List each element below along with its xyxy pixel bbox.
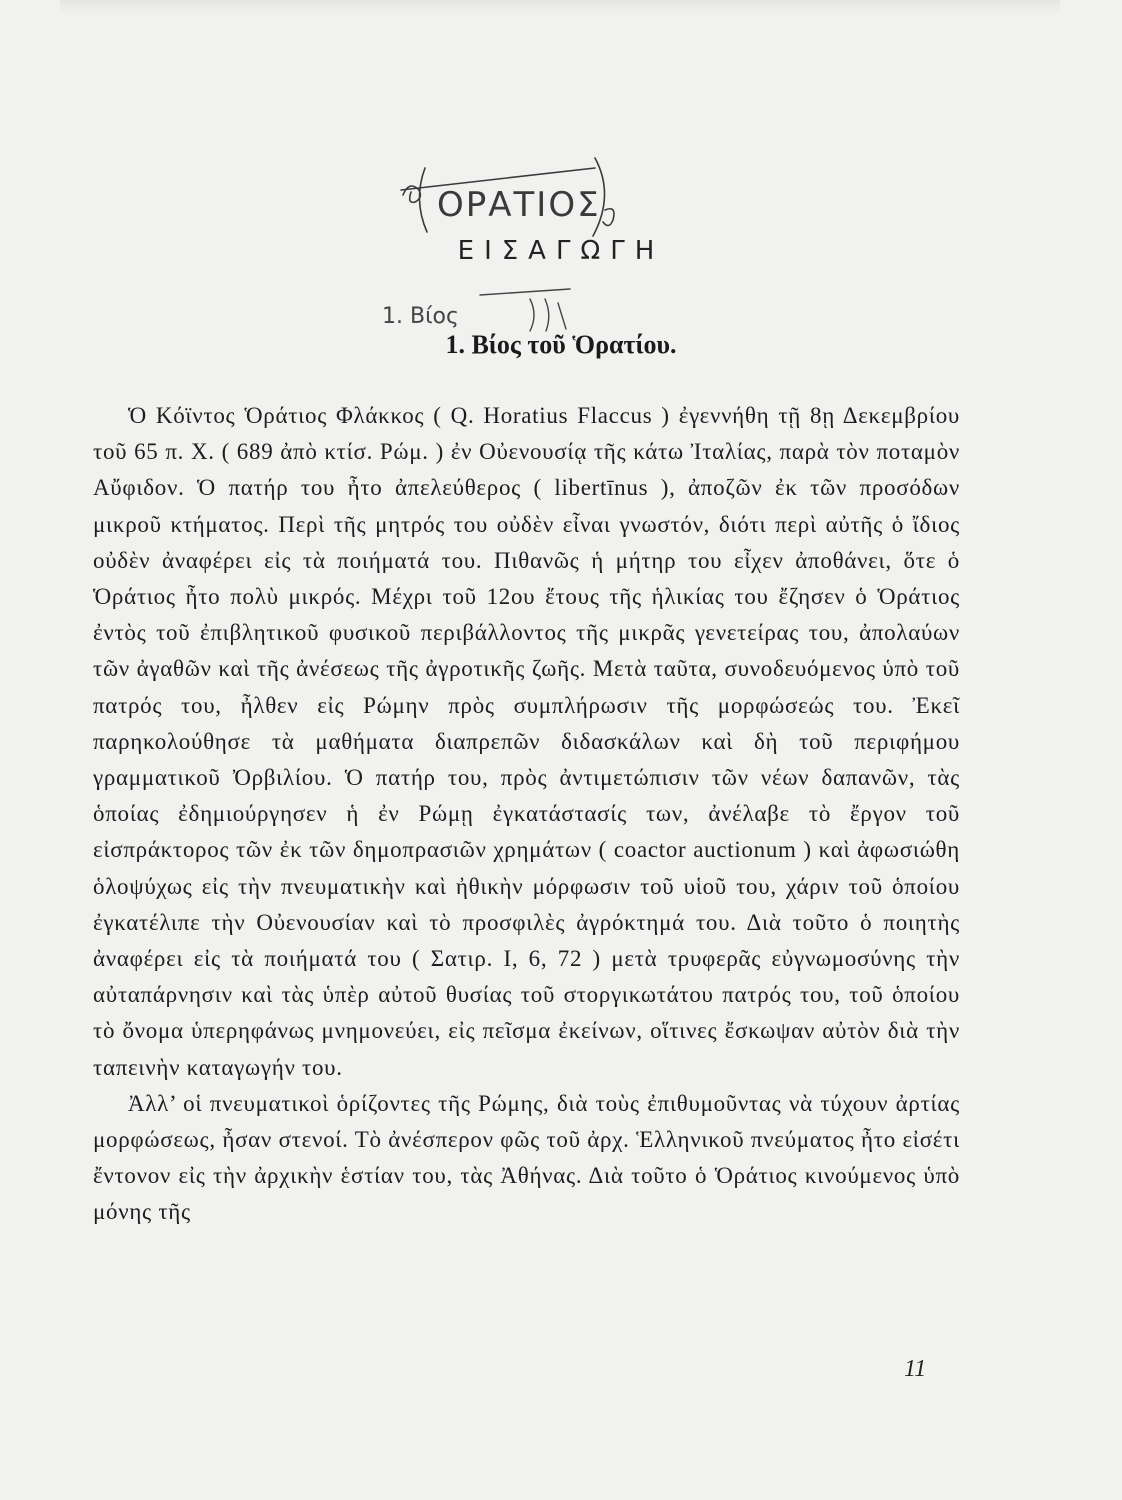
handwritten-name: ΟΡΑΤΙΟΣ [437,185,601,225]
scan-shadow [60,0,1060,14]
handwritten-subnote: 1. Βίος [382,304,459,329]
page-heading: ΕΙΣΑΓΩΓΗ [457,236,665,266]
paragraph: Ὁ Κόϊντος Ὁράτιος Φλάκκος ( Q. Horatius Flaccus ) ἐγεννήθη τῇ 8ῃ Δεκεμβρίου τοῦ 65 π. Χ. ( 689 ἀπὸ κτίσ. Ρώμ. ) ἐν Οὐενουσίᾳ τῆς κάτω Ἰταλίας, παρὰ τὸν ποταμὸν Αὔφιδον. Ὁ πατήρ του ἦτο ἀπελεύθερος ( libertīnus ), ἀποζῶν ἐκ τῶν προσόδων μικροῦ κτήματος. Περὶ τῆς μητρός του οὐδὲν εἶναι γνωστόν, διότι περὶ αὐτῆς ὁ ἴδιος οὐδὲν ἀναφέρει εἰς τὰ ποιήματά του. Πιθανῶς ἡ μήτηρ του εἶχεν ἀποθάνει, ὅτε ὁ Ὁράτιος ἦτο πολὺ μικρός. Μέχρι τοῦ 12ου ἔτους τῆς ἡλικίας του ἔζησεν ὁ Ὁράτιος ἐντὸς τοῦ ἐπιβλητικοῦ φυσικοῦ περιβάλλοντος τῆς μικρᾶς γενετείρας του, ἀπολαύων τῶν ἀγαθῶν καὶ τῆς ἀνέσεως τῆς ἀγροτικῆς ζωῆς. Μετὰ ταῦτα, συνοδευόμενος ὑπὸ τοῦ πατρός του, ἦλθεν εἰς Ρώμην πρὸς συμπλήρωσιν τῆς μορφώσεώς του. Ἐκεῖ παρηκολούθησε τὰ μαθήματα διαπρεπῶν διδασκάλων καὶ δὴ τοῦ περιφήμου γραμματικοῦ Ὀρβιλίου. Ὁ πατήρ του, πρὸς ἀντιμετώπισιν τῶν νέων δαπανῶν, τὰς ὁποίας ἐδημιούργησεν ἡ ἐν Ρώμῃ ἐγκατάστασίς των, ἀνέλαβε τὸ ἔργον τοῦ εἰσπράκτορος τῶν ἐκ τῶν δημοπρασιῶν χρημάτων ( coactor auctionum ) καὶ ἀφωσιώθη ὁλοψύχως εἰς τὴν πνευματικὴν καὶ ἠθικὴν μόρφωσιν τοῦ υἱοῦ του, χάριν τοῦ ὁποίου ἐγκατέλιπε τὴν Οὐενουσίαν καὶ τὸ προσφιλὲς ἀγρόκτημά του. Διὰ τοῦτο ὁ ποιητὴς ἀναφέρει εἰς τὰ ποιήματά του ( Σατιρ. I, 6, 72 ) μετὰ τρυφερᾶς εὐγνωμοσύνης τὴν αὐταπάρνησιν καὶ τὰς ὑπὲρ αὐτοῦ θυσίας τοῦ στοργικωτάτου πατρός του, τοῦ ὁποίου τὸ ὄνομα ὑπερηφάνως μνημονεύει, εἰς πεῖσμα ἐκείνων, οἵτινες ἔσκωψαν αὐτὸν διὰ τὴν ταπεινὴν καταγωγήν του. [93,403,960,1080]
handwritten-annotation [395,150,635,250]
body-text [93,398,960,1231]
paragraph: Ἀλλ’ οἱ πνευματικοὶ ὁρίζοντες τῆς Ρώμης, διὰ τοὺς ἐπιθυμοῦντας νὰ τύχουν ἀρτίας μορφώσεως, ἦσαν στενοί. Τὸ ἀνέσπερον φῶς τοῦ ἀρχ. Ἑλληνικοῦ πνεύματος ἦτο εἰσέτι ἔντονον εἰς τὴν ἀρχικὴν ἑστίαν του, τὰς Ἀθήνας. Διὰ τοῦτο ὁ Ὁράτιος κινούμενος ὑπὸ μόνης τῆς [93,1090,960,1225]
page-number: 11 [904,1356,927,1382]
section-title: 1. Βίος τοῦ Ὁρατίου. [445,330,677,359]
